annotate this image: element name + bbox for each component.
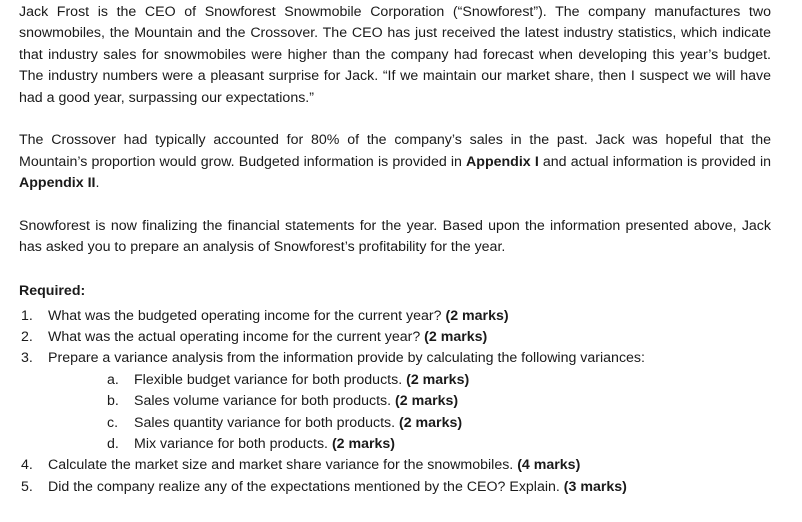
sales-mix-paragraph (19, 130, 771, 194)
question-marks: (3 marks) (563, 478, 627, 495)
question-marks: (2 marks) (424, 329, 488, 346)
question-list (19, 306, 771, 499)
subquestion-text: Sales volume variance for both products. (134, 393, 396, 410)
paragraph-spacer (19, 109, 771, 130)
subquestion-letter: b. (107, 393, 119, 410)
question-text: Did the company realize any of the expectations mentioned by the CEO? Explain. (48, 478, 564, 495)
subquestion-letter: a. (107, 371, 119, 388)
appendix-1-reference: Appendix I (466, 153, 539, 170)
question-item-2 (19, 327, 771, 348)
subquestion-item-c (48, 413, 771, 434)
subquestion-text: Mix variance for both products. (134, 436, 332, 453)
subquestion-marks: (2 marks) (398, 414, 463, 431)
question-text: What was the budgeted operating income for the current year? (48, 307, 446, 324)
subquestion-item-a (48, 370, 771, 391)
subquestion-item-d (48, 434, 771, 455)
document-body (19, 2, 771, 498)
required-heading: Required: (19, 283, 86, 300)
subquestion-letter: d. (107, 436, 119, 453)
question-number: 2. (21, 329, 33, 346)
question-text: What was the actual operating income for the current year? (48, 329, 425, 346)
subquestion-item-b (48, 391, 771, 412)
appendix-2-reference: Appendix II (19, 175, 96, 192)
question-item-4 (19, 455, 771, 476)
subquestion-marks: (2 marks) (406, 371, 470, 388)
subquestion-marks: (2 marks) (395, 393, 459, 410)
question-number: 1. (21, 307, 33, 324)
paragraph-spacer (19, 259, 771, 280)
question-item-5 (19, 477, 771, 498)
question-marks: (4 marks) (517, 457, 581, 474)
subquestion-text: Flexible budget variance for both products. (134, 371, 407, 388)
question-item-3 (19, 348, 771, 455)
subquestion-marks: (2 marks) (331, 436, 396, 453)
sales-mix-text-c: . (95, 175, 100, 192)
question-text: Prepare a variance analysis from the information provide by calculating the following variances: (48, 350, 645, 367)
question-item-1 (19, 306, 771, 327)
question-number: 5. (21, 478, 33, 495)
subquestion-letter: c. (107, 414, 119, 431)
question-number: 4. (21, 457, 33, 474)
subquestion-list (48, 370, 771, 456)
sales-mix-text-b: and actual information is provided in (538, 153, 771, 170)
question-number: 3. (21, 350, 33, 367)
sales-mix-text-a: The Crossover had typically accounted for 80% of the company’s sales in the past. Jack was hopeful that the Mountain’s proportion would grow. Budgeted information is provided in (19, 132, 771, 170)
task-paragraph: Snowforest is now finalizing the financial statements for the year. Based upon the information presented above, Jack has asked you to prepare an analysis of Snowforest’s profitability for the year. (19, 218, 771, 256)
subquestion-text: Sales quantity variance for both products. (134, 414, 399, 431)
paragraph-spacer (19, 195, 771, 216)
intro-paragraph: Jack Frost is the CEO of Snowforest Snowmobile Corporation (“Snowforest”). The company manufactures two snowmobiles, the Mountain and the Crossover. The CEO has just received the latest industry statistics, which indicate that industry sales for snowmobiles were higher than the company had forecast when developing this year’s budget. The industry numbers were a pleasant surprise for Jack. “If we maintain our market share, then I suspect we will have had a good year, surpassing our expectations.” (19, 4, 771, 106)
question-text: Calculate the market size and market share variance for the snowmobiles. (48, 457, 518, 474)
question-marks: (2 marks) (445, 307, 509, 324)
